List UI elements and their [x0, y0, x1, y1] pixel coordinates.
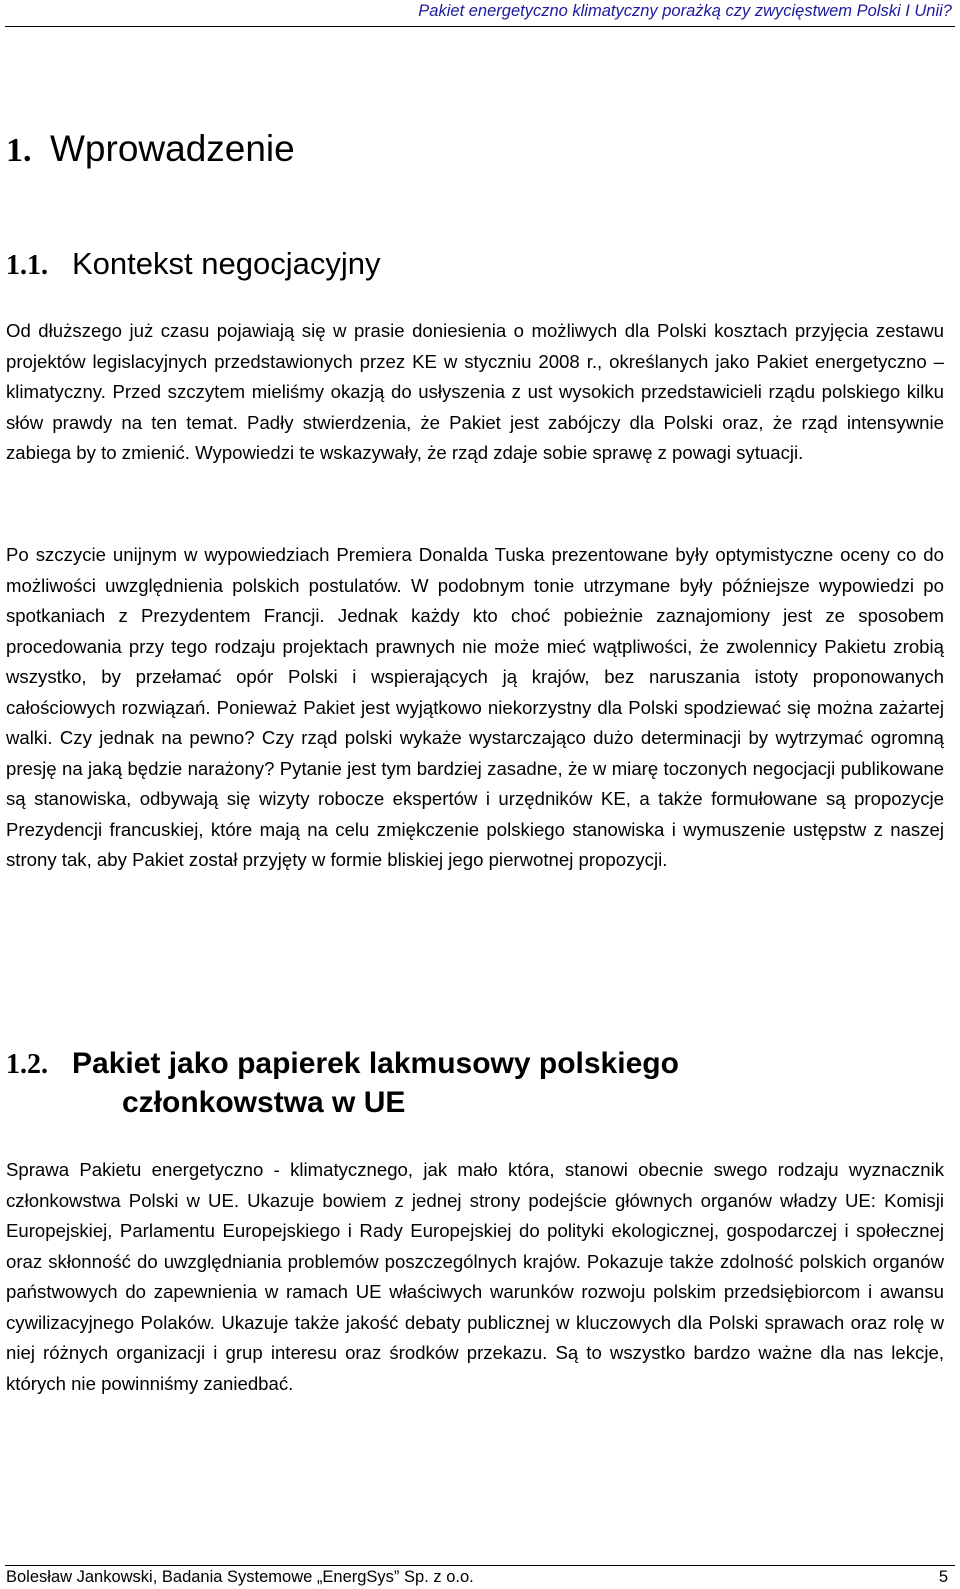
section-1-1-title: Kontekst negocjacyjny — [72, 246, 381, 281]
section-1-number: 1. — [6, 132, 32, 169]
section-1-1-number: 1.1. — [6, 250, 48, 281]
paragraph-1: Od dłuższego już czasu pojawiają się w prasie doniesienia o możliwych dla Polski kosztach przyjęcia zestawu projektów legislacyjnych przedstawionych przez KE w styczniu 2008 r., określanych jako Pakiet energetyczno – klimatyczny. Przed szczytem mieliśmy okazją do usłyszenia z ust wysokich przedstawicieli rządu polskiego kilku słów prawdy na ten temat. Padły stwierdzenia, że Pakiet jest zabójczy dla Polski oraz, że rząd intensywnie zabiega by to zmienić. Wypowiedzi te wskazywały, że rząd zdaje sobie sprawę z powagi sytuacji. — [6, 320, 944, 463]
section-1-2-number: 1.2. — [6, 1049, 48, 1080]
header-divider — [5, 26, 955, 27]
page-number: 5 — [938, 1568, 948, 1586]
paragraph-2: Po szczycie unijnym w wypowiedziach Premiera Donalda Tuska prezentowane były optymistyczne oceny co do możliwości uwzględnienia polskich postulatów. W podobnym tonie utrzymane były późniejsze wypowiedzi po spotkaniach z Prezydentem Francji. Jednak każdy kto choć pobieżnie zaznajomiony jest ze sposobem procedowania przy tego rodzaju projektach prawnych nie może mieć wątpliwości, że zwolennicy Pakietu zrobią wszystko, by przełamać opór Polski i wspierających ją krajów, bez naruszania istoty proponowanych całościowych rozwiązań. Ponieważ Pakiet jest wyjątkowo niekorzystny dla Polski spodziewać się można zażartej walki. Czy jednak na pewno? Czy rząd polski wykaże wystarczająco dużo determinacji by wytrzymać ogromną presję na jaką będzie narażony? Pytanie jest tym bardziej zasadne, że w miarę toczonych negocjacji publikowane są stanowiska, odbywają się wizyty robocze ekspertów i urzędników KE, a także formułowane są propozycje Prezydencji francuskiej, które mają na celu zmiękczenie polskiego stanowiska i wymuszenie ustępstw z naszej strony tak, aby Pakiet został przyjęty w formie bliskiej jego pierwotnej propozycji. — [6, 544, 944, 870]
section-1-2-title-line-1: Pakiet jako papierek lakmusowy polskiego — [72, 1047, 679, 1080]
running-header: Pakiet energetyczno klimatyczny porażką czy zwycięstwem Polski I Unii? — [418, 2, 952, 20]
section-1-2-title-line-2: członkowstwa w UE — [122, 1086, 406, 1119]
footer-author: Bolesław Jankowski, Badania Systemowe „EnergSys” Sp. z o.o. — [6, 1568, 474, 1586]
paragraph-3: Sprawa Pakietu energetyczno - klimatycznego, jak mało która, stanowi obecnie swego rodzaju wyznacznik członkowstwa Polski w UE. Ukazuje bowiem z jednej strony podejście głównych organów władzy UE: Komisji Europejskiej, Parlamentu Europejskiego i Rady Europejskiej do polityki ekologicznej, gospodarczej i społecznej oraz skłonność do uwzględniania problemów poszczególnych krajów. Pokazuje także zdolność polskich organów państwowych do zapewnienia w ramach UE właściwych warunków rozwoju polskim przedsiębiorcom i awansu cywilizacyjnego Polaków. Ukazuje także jakość debaty publicznej w kluczowych dla Polski sprawach oraz rolę w niej różnych organizacji i grup interesu oraz środków przekazu. Są to wszystko bardzo ważne dla nas lekcje, których nie powinniśmy zaniedbać. — [6, 1159, 944, 1394]
section-1-2-heading — [6, 1045, 906, 1122]
footer-divider — [5, 1565, 955, 1566]
section-1-1-heading — [6, 246, 380, 282]
section-1-title: Wprowadzenie — [50, 128, 295, 169]
section-1-heading — [6, 128, 295, 170]
